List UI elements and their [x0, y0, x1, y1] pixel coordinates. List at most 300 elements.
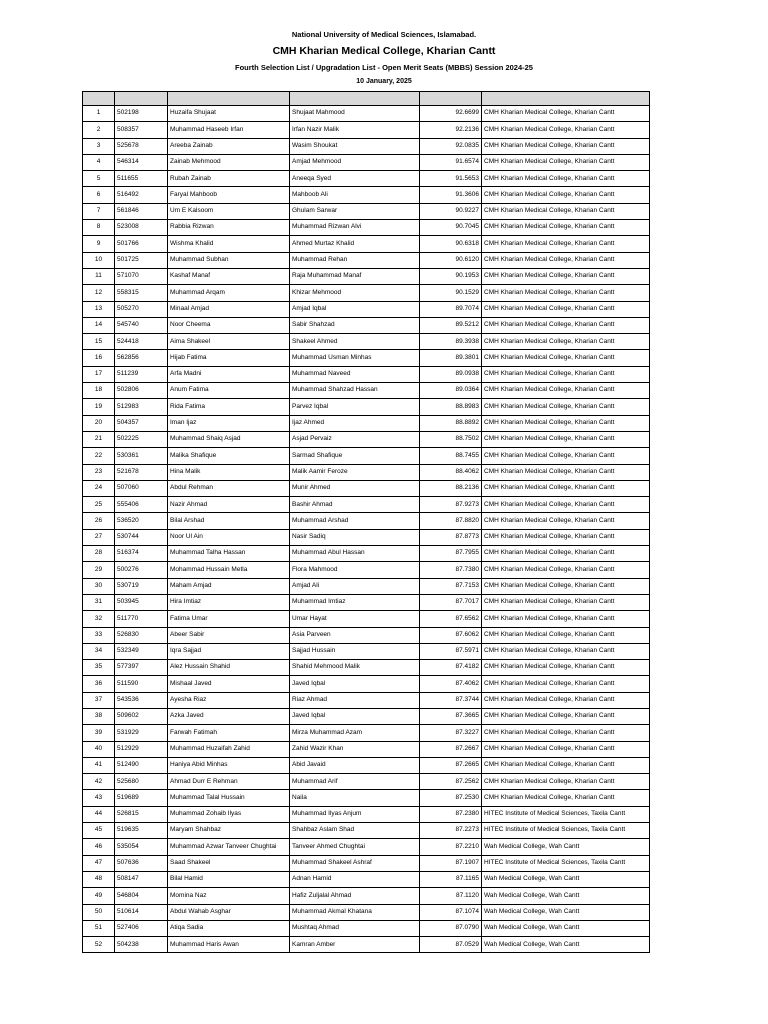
allotted-college-cell: CMH Kharian Medical College, Kharian Cantt — [482, 366, 650, 382]
serial-number-cell: 14 — [83, 317, 115, 333]
aggregate-cell: 87.2562 — [420, 774, 482, 790]
serial-number-cell: 43 — [83, 790, 115, 806]
table-row — [83, 904, 650, 920]
candidate-id-cell: 507636 — [115, 855, 168, 871]
serial-number-cell: 29 — [83, 562, 115, 578]
aggregate-cell: 89.7074 — [420, 301, 482, 317]
candidate-name-cell: Noor Cheema — [168, 317, 290, 333]
candidate-name-cell: Rida Fatima — [168, 399, 290, 415]
serial-number-cell: 37 — [83, 692, 115, 708]
table-row — [83, 790, 650, 806]
father-name-cell: Muhammad Usman Minhas — [290, 350, 420, 366]
table-row — [83, 855, 650, 871]
candidate-name-cell: Abdul Rehman — [168, 480, 290, 496]
father-name-cell: Abid Javaid — [290, 757, 420, 773]
allotted-college-cell: CMH Kharian Medical College, Kharian Cantt — [482, 708, 650, 724]
candidate-name-cell: Muhammad Talal Hussain — [168, 790, 290, 806]
aggregate-cell: 87.5971 — [420, 643, 482, 659]
allotted-college-cell: Wah Medical College, Wah Cantt — [482, 937, 650, 953]
serial-number-cell: 15 — [83, 334, 115, 350]
candidate-id-cell: 508147 — [115, 871, 168, 887]
aggregate-cell: 87.0790 — [420, 920, 482, 936]
aggregate-cell: 89.0364 — [420, 383, 482, 399]
candidate-id-cell: 562856 — [115, 350, 168, 366]
father-name-cell: Tanveer Ahmed Chughtai — [290, 839, 420, 855]
father-name-cell: Khizar Mehmood — [290, 285, 420, 301]
candidate-name-cell: Muhammad Zohaib Ilyas — [168, 806, 290, 822]
candidate-id-cell: 519635 — [115, 823, 168, 839]
allotted-college-cell: Wah Medical College, Wah Cantt — [482, 920, 650, 936]
aggregate-cell: 87.2380 — [420, 806, 482, 822]
aggregate-cell: 87.2665 — [420, 757, 482, 773]
candidate-id-cell: 502806 — [115, 383, 168, 399]
aggregate-cell: 89.3801 — [420, 350, 482, 366]
serial-number-cell: 52 — [83, 937, 115, 953]
candidate-name-cell: Abeer Sabir — [168, 627, 290, 643]
column-header-allotted-college — [482, 92, 650, 106]
serial-number-cell: 50 — [83, 904, 115, 920]
allotted-college-cell: CMH Kharian Medical College, Kharian Cantt — [482, 757, 650, 773]
allotted-college-cell: CMH Kharian Medical College, Kharian Cantt — [482, 562, 650, 578]
serial-number-cell: 10 — [83, 252, 115, 268]
father-name-cell: Naila — [290, 790, 420, 806]
father-name-cell: Sajjad Hussain — [290, 643, 420, 659]
candidate-id-cell: 532349 — [115, 643, 168, 659]
allotted-college-cell: CMH Kharian Medical College, Kharian Cantt — [482, 529, 650, 545]
candidate-id-cell: 505270 — [115, 301, 168, 317]
table-row — [83, 627, 650, 643]
allotted-college-cell: CMH Kharian Medical College, Kharian Cantt — [482, 154, 650, 170]
serial-number-cell: 30 — [83, 578, 115, 594]
candidate-id-cell: 510614 — [115, 904, 168, 920]
allotted-college-cell: CMH Kharian Medical College, Kharian Cantt — [482, 578, 650, 594]
serial-number-cell: 4 — [83, 154, 115, 170]
candidate-id-cell: 530719 — [115, 578, 168, 594]
table-row — [83, 268, 650, 284]
serial-number-cell: 40 — [83, 741, 115, 757]
table-row — [83, 415, 650, 431]
candidate-id-cell: 561846 — [115, 203, 168, 219]
table-row — [83, 806, 650, 822]
allotted-college-cell: CMH Kharian Medical College, Kharian Cantt — [482, 399, 650, 415]
serial-number-cell: 27 — [83, 529, 115, 545]
candidate-name-cell: Abdul Wahab Asghar — [168, 904, 290, 920]
candidate-name-cell: Atiqa Sadia — [168, 920, 290, 936]
table-row — [83, 383, 650, 399]
table-row — [83, 301, 650, 317]
candidate-name-cell: Huzaifa Shujaat — [168, 106, 290, 122]
father-name-cell: Irfan Nazir Malik — [290, 122, 420, 138]
candidate-id-cell: 546804 — [115, 888, 168, 904]
aggregate-cell: 92.2136 — [420, 122, 482, 138]
father-name-cell: Nasir Sadiq — [290, 529, 420, 545]
candidate-id-cell: 524418 — [115, 334, 168, 350]
table-row — [83, 138, 650, 154]
candidate-id-cell: 502198 — [115, 106, 168, 122]
aggregate-cell: 87.8820 — [420, 513, 482, 529]
candidate-name-cell: Saad Shakeel — [168, 855, 290, 871]
candidate-id-cell: 531929 — [115, 725, 168, 741]
allotted-college-cell: CMH Kharian Medical College, Kharian Cantt — [482, 138, 650, 154]
candidate-name-cell: Haniya Abid Minhas — [168, 757, 290, 773]
serial-number-cell: 17 — [83, 366, 115, 382]
table-row — [83, 448, 650, 464]
allotted-college-cell: CMH Kharian Medical College, Kharian Cantt — [482, 448, 650, 464]
father-name-cell: Ijaz Ahmed — [290, 415, 420, 431]
candidate-id-cell: 558315 — [115, 285, 168, 301]
allotted-college-cell: CMH Kharian Medical College, Kharian Cantt — [482, 513, 650, 529]
aggregate-cell: 87.7153 — [420, 578, 482, 594]
candidate-name-cell: Um E Kalsoom — [168, 203, 290, 219]
allotted-college-cell: CMH Kharian Medical College, Kharian Cantt — [482, 383, 650, 399]
father-name-cell: Muhammad Ilyas Anjum — [290, 806, 420, 822]
candidate-name-cell: Momina Naz — [168, 888, 290, 904]
serial-number-cell: 16 — [83, 350, 115, 366]
candidate-name-cell: Minaal Amjad — [168, 301, 290, 317]
candidate-name-cell: Iqra Sajjad — [168, 643, 290, 659]
serial-number-cell: 34 — [83, 643, 115, 659]
serial-number-cell: 47 — [83, 855, 115, 871]
university-name: National University of Medical Sciences, Islamabad. — [291, 30, 477, 39]
table-row — [83, 317, 650, 333]
allotted-college-cell: CMH Kharian Medical College, Kharian Cantt — [482, 497, 650, 513]
allotted-college-cell: CMH Kharian Medical College, Kharian Cantt — [482, 171, 650, 187]
candidate-name-cell: Maryam Shahbaz — [168, 823, 290, 839]
father-name-cell: Wasim Shoukat — [290, 138, 420, 154]
allotted-college-cell: CMH Kharian Medical College, Kharian Cantt — [482, 464, 650, 480]
serial-number-cell: 49 — [83, 888, 115, 904]
candidate-name-cell: Rubah Zainab — [168, 171, 290, 187]
father-name-cell: Muhammad Naveed — [290, 366, 420, 382]
father-name-cell: Muhammad Shakeel Ashraf — [290, 855, 420, 871]
table-row — [83, 399, 650, 415]
father-name-cell: Shakeel Ahmed — [290, 334, 420, 350]
candidate-name-cell: Mohammad Hussain Metla — [168, 562, 290, 578]
serial-number-cell: 7 — [83, 203, 115, 219]
table-row — [83, 122, 650, 138]
aggregate-cell: 87.1120 — [420, 888, 482, 904]
table-row — [83, 334, 650, 350]
serial-number-cell: 3 — [83, 138, 115, 154]
father-name-cell: Flora Mahmood — [290, 562, 420, 578]
father-name-cell: Bashir Ahmad — [290, 497, 420, 513]
table-row — [83, 431, 650, 447]
serial-number-cell: 20 — [83, 415, 115, 431]
serial-number-cell: 18 — [83, 383, 115, 399]
table-row — [83, 464, 650, 480]
table-row — [83, 660, 650, 676]
candidate-id-cell: 503945 — [115, 594, 168, 610]
father-name-cell: Zahid Wazir Khan — [290, 741, 420, 757]
father-name-cell: Kamran Amber — [290, 937, 420, 953]
candidate-id-cell: 571070 — [115, 268, 168, 284]
allotted-college-cell: CMH Kharian Medical College, Kharian Cantt — [482, 790, 650, 806]
table-row — [83, 871, 650, 887]
candidate-name-cell: Zainab Mehmood — [168, 154, 290, 170]
candidate-name-cell: Muhammad Talha Hassan — [168, 546, 290, 562]
aggregate-cell: 91.5653 — [420, 171, 482, 187]
table-row — [83, 350, 650, 366]
candidate-name-cell: Muhammad Arqam — [168, 285, 290, 301]
table-row — [83, 725, 650, 741]
aggregate-cell: 92.6699 — [420, 106, 482, 122]
candidate-id-cell: 512490 — [115, 757, 168, 773]
allotted-college-cell: CMH Kharian Medical College, Kharian Cantt — [482, 415, 650, 431]
column-header-candidate-name — [168, 92, 290, 106]
father-name-cell: Muhammad Imtiaz — [290, 594, 420, 610]
candidate-name-cell: Fatima Umar — [168, 611, 290, 627]
father-name-cell: Asia Parveen — [290, 627, 420, 643]
aggregate-cell: 88.7502 — [420, 431, 482, 447]
candidate-id-cell: 525680 — [115, 774, 168, 790]
table-row — [83, 774, 650, 790]
candidate-id-cell: 500276 — [115, 562, 168, 578]
candidate-id-cell: 516374 — [115, 546, 168, 562]
candidate-name-cell: Mishaal Javed — [168, 676, 290, 692]
candidate-id-cell: 577397 — [115, 660, 168, 676]
table-row — [83, 513, 650, 529]
aggregate-cell: 87.0529 — [420, 937, 482, 953]
allotted-college-cell: CMH Kharian Medical College, Kharian Cantt — [482, 187, 650, 203]
father-name-cell: Umar Hayat — [290, 611, 420, 627]
serial-number-cell: 6 — [83, 187, 115, 203]
allotted-college-cell: CMH Kharian Medical College, Kharian Cantt — [482, 334, 650, 350]
serial-number-cell: 31 — [83, 594, 115, 610]
aggregate-cell: 87.7380 — [420, 562, 482, 578]
allotted-college-cell: CMH Kharian Medical College, Kharian Cantt — [482, 285, 650, 301]
table-row — [83, 546, 650, 562]
father-name-cell: Mirza Muhammad Azam — [290, 725, 420, 741]
table-row — [83, 937, 650, 953]
table-row — [83, 252, 650, 268]
allotted-college-cell: CMH Kharian Medical College, Kharian Cantt — [482, 774, 650, 790]
allotted-college-cell: CMH Kharian Medical College, Kharian Cantt — [482, 431, 650, 447]
candidate-id-cell: 523008 — [115, 220, 168, 236]
candidate-id-cell: 501725 — [115, 252, 168, 268]
candidate-name-cell: Ayesha Riaz — [168, 692, 290, 708]
aggregate-cell: 88.4062 — [420, 464, 482, 480]
table-row — [83, 757, 650, 773]
allotted-college-cell: Wah Medical College, Wah Cantt — [482, 888, 650, 904]
candidate-name-cell: Iman Ijaz — [168, 415, 290, 431]
allotted-college-cell: CMH Kharian Medical College, Kharian Cantt — [482, 676, 650, 692]
table-row — [83, 920, 650, 936]
column-header-father-name — [290, 92, 420, 106]
list-date: 10 January, 2025 — [356, 78, 412, 85]
candidate-name-cell: Hijab Fatima — [168, 350, 290, 366]
father-name-cell: Parvez Iqbal — [290, 399, 420, 415]
aggregate-cell: 87.8773 — [420, 529, 482, 545]
table-row — [83, 154, 650, 170]
allotted-college-cell: Wah Medical College, Wah Cantt — [482, 871, 650, 887]
father-name-cell: Mahboob Ali — [290, 187, 420, 203]
candidate-name-cell: Muhammad Haseeb Irfan — [168, 122, 290, 138]
aggregate-cell: 92.0835 — [420, 138, 482, 154]
aggregate-cell: 87.4182 — [420, 660, 482, 676]
table-row — [83, 823, 650, 839]
candidate-id-cell: 521678 — [115, 464, 168, 480]
aggregate-cell: 87.6062 — [420, 627, 482, 643]
table-row — [83, 643, 650, 659]
allotted-college-cell: HITEC Institute of Medical Sciences, Taxila Cantt — [482, 823, 650, 839]
aggregate-cell: 90.6120 — [420, 252, 482, 268]
candidate-id-cell: 501766 — [115, 236, 168, 252]
aggregate-cell: 88.8892 — [420, 415, 482, 431]
aggregate-cell: 87.2273 — [420, 823, 482, 839]
father-name-cell: Amjad Ali — [290, 578, 420, 594]
serial-number-cell: 44 — [83, 806, 115, 822]
aggregate-cell: 88.2136 — [420, 480, 482, 496]
father-name-cell: Muhammad Abul Hassan — [290, 546, 420, 562]
aggregate-cell: 87.4062 — [420, 676, 482, 692]
column-header-candidate-id — [115, 92, 168, 106]
allotted-college-cell: CMH Kharian Medical College, Kharian Cantt — [482, 301, 650, 317]
candidate-id-cell: 535054 — [115, 839, 168, 855]
merit-list-table — [82, 91, 650, 953]
allotted-college-cell: CMH Kharian Medical College, Kharian Cantt — [482, 627, 650, 643]
aggregate-cell: 87.3665 — [420, 708, 482, 724]
candidate-name-cell: Faryal Mahboob — [168, 187, 290, 203]
father-name-cell: Ahmed Murtaz Khalid — [290, 236, 420, 252]
aggregate-cell: 87.9273 — [420, 497, 482, 513]
father-name-cell: Javed Iqbal — [290, 708, 420, 724]
serial-number-cell: 46 — [83, 839, 115, 855]
table-row — [83, 236, 650, 252]
serial-number-cell: 8 — [83, 220, 115, 236]
aggregate-cell: 87.1907 — [420, 855, 482, 871]
father-name-cell: Muhammad Arif — [290, 774, 420, 790]
candidate-name-cell: Muhammad Shaiq Asjad — [168, 431, 290, 447]
aggregate-cell: 87.7955 — [420, 546, 482, 562]
column-header-serial-number — [83, 92, 115, 106]
serial-number-cell: 41 — [83, 757, 115, 773]
serial-number-cell: 45 — [83, 823, 115, 839]
candidate-id-cell: 525678 — [115, 138, 168, 154]
candidate-name-cell: Bilal Hamid — [168, 871, 290, 887]
allotted-college-cell: CMH Kharian Medical College, Kharian Cantt — [482, 268, 650, 284]
table-row — [83, 106, 650, 122]
candidate-id-cell: 508357 — [115, 122, 168, 138]
serial-number-cell: 24 — [83, 480, 115, 496]
serial-number-cell: 33 — [83, 627, 115, 643]
aggregate-cell: 91.6574 — [420, 154, 482, 170]
father-name-cell: Muhammad Rehan — [290, 252, 420, 268]
allotted-college-cell: CMH Kharian Medical College, Kharian Cantt — [482, 317, 650, 333]
serial-number-cell: 19 — [83, 399, 115, 415]
father-name-cell: Mushtaq Ahmad — [290, 920, 420, 936]
aggregate-cell: 87.2530 — [420, 790, 482, 806]
serial-number-cell: 39 — [83, 725, 115, 741]
aggregate-cell: 87.3227 — [420, 725, 482, 741]
candidate-id-cell: 502225 — [115, 431, 168, 447]
serial-number-cell: 42 — [83, 774, 115, 790]
allotted-college-cell: CMH Kharian Medical College, Kharian Cantt — [482, 236, 650, 252]
allotted-college-cell: Wah Medical College, Wah Cantt — [482, 839, 650, 855]
serial-number-cell: 48 — [83, 871, 115, 887]
candidate-name-cell: Hina Malik — [168, 464, 290, 480]
table-row — [83, 562, 650, 578]
table-row — [83, 692, 650, 708]
aggregate-cell: 87.7017 — [420, 594, 482, 610]
candidate-name-cell: Bilal Arshad — [168, 513, 290, 529]
father-name-cell: Muhammad Shahzad Hassan — [290, 383, 420, 399]
serial-number-cell: 26 — [83, 513, 115, 529]
aggregate-cell: 89.0938 — [420, 366, 482, 382]
allotted-college-cell: CMH Kharian Medical College, Kharian Cantt — [482, 725, 650, 741]
father-name-cell: Ghulam Sarwar — [290, 203, 420, 219]
aggregate-cell: 90.6318 — [420, 236, 482, 252]
father-name-cell: Raja Muhammad Manaf — [290, 268, 420, 284]
table-header-row — [83, 92, 650, 106]
allotted-college-cell: CMH Kharian Medical College, Kharian Cantt — [482, 350, 650, 366]
candidate-id-cell: 543536 — [115, 692, 168, 708]
table-row — [83, 529, 650, 545]
aggregate-cell: 87.1165 — [420, 871, 482, 887]
father-name-cell: Muhammad Arshad — [290, 513, 420, 529]
allotted-college-cell: CMH Kharian Medical College, Kharian Cantt — [482, 643, 650, 659]
list-title: Fourth Selection List / Upgradation List - Open Merit Seats (MBBS) Session 2024-25 — [235, 63, 533, 72]
allotted-college-cell: CMH Kharian Medical College, Kharian Cantt — [482, 106, 650, 122]
candidate-name-cell: Muhammad Azwar Tanveer Chughtai — [168, 839, 290, 855]
table-row — [83, 839, 650, 855]
candidate-name-cell: Muhammad Haris Awan — [168, 937, 290, 953]
serial-number-cell: 51 — [83, 920, 115, 936]
aggregate-cell: 90.1529 — [420, 285, 482, 301]
father-name-cell: Hafiz Zuljalal Ahmad — [290, 888, 420, 904]
candidate-id-cell: 545740 — [115, 317, 168, 333]
father-name-cell: Riaz Ahmad — [290, 692, 420, 708]
candidate-name-cell: Nazir Ahmad — [168, 497, 290, 513]
serial-number-cell: 28 — [83, 546, 115, 562]
candidate-id-cell: 511590 — [115, 676, 168, 692]
serial-number-cell: 1 — [83, 106, 115, 122]
allotted-college-cell: CMH Kharian Medical College, Kharian Cantt — [482, 692, 650, 708]
candidate-id-cell: 504238 — [115, 937, 168, 953]
aggregate-cell: 87.2667 — [420, 741, 482, 757]
candidate-name-cell: Muhammad Subhan — [168, 252, 290, 268]
candidate-id-cell: 530361 — [115, 448, 168, 464]
father-name-cell: Asjad Pervaiz — [290, 431, 420, 447]
father-name-cell: Muhammad Rizwan Alvi — [290, 220, 420, 236]
candidate-name-cell: Wishma Khalid — [168, 236, 290, 252]
serial-number-cell: 38 — [83, 708, 115, 724]
candidate-id-cell: 512983 — [115, 399, 168, 415]
allotted-college-cell: CMH Kharian Medical College, Kharian Cantt — [482, 546, 650, 562]
college-name: CMH Kharian Medical College, Kharian Cantt — [272, 45, 496, 57]
column-header-aggregate — [420, 92, 482, 106]
father-name-cell: Muhammad Akmal Khatana — [290, 904, 420, 920]
serial-number-cell: 22 — [83, 448, 115, 464]
candidate-name-cell: Aima Shakeel — [168, 334, 290, 350]
aggregate-cell: 89.5212 — [420, 317, 482, 333]
aggregate-cell: 90.1953 — [420, 268, 482, 284]
father-name-cell: Munir Ahmed — [290, 480, 420, 496]
father-name-cell: Shujaat Mahmood — [290, 106, 420, 122]
aggregate-cell: 88.7455 — [420, 448, 482, 464]
father-name-cell: Amjad Iqbal — [290, 301, 420, 317]
candidate-name-cell: Arfa Madni — [168, 366, 290, 382]
candidate-id-cell: 516492 — [115, 187, 168, 203]
candidate-id-cell: 504357 — [115, 415, 168, 431]
table-row — [83, 480, 650, 496]
candidate-name-cell: Rabbia Rizwan — [168, 220, 290, 236]
father-name-cell: Amjad Mehmood — [290, 154, 420, 170]
serial-number-cell: 25 — [83, 497, 115, 513]
serial-number-cell: 13 — [83, 301, 115, 317]
serial-number-cell: 12 — [83, 285, 115, 301]
father-name-cell: Javed Iqbal — [290, 676, 420, 692]
table-row — [83, 888, 650, 904]
